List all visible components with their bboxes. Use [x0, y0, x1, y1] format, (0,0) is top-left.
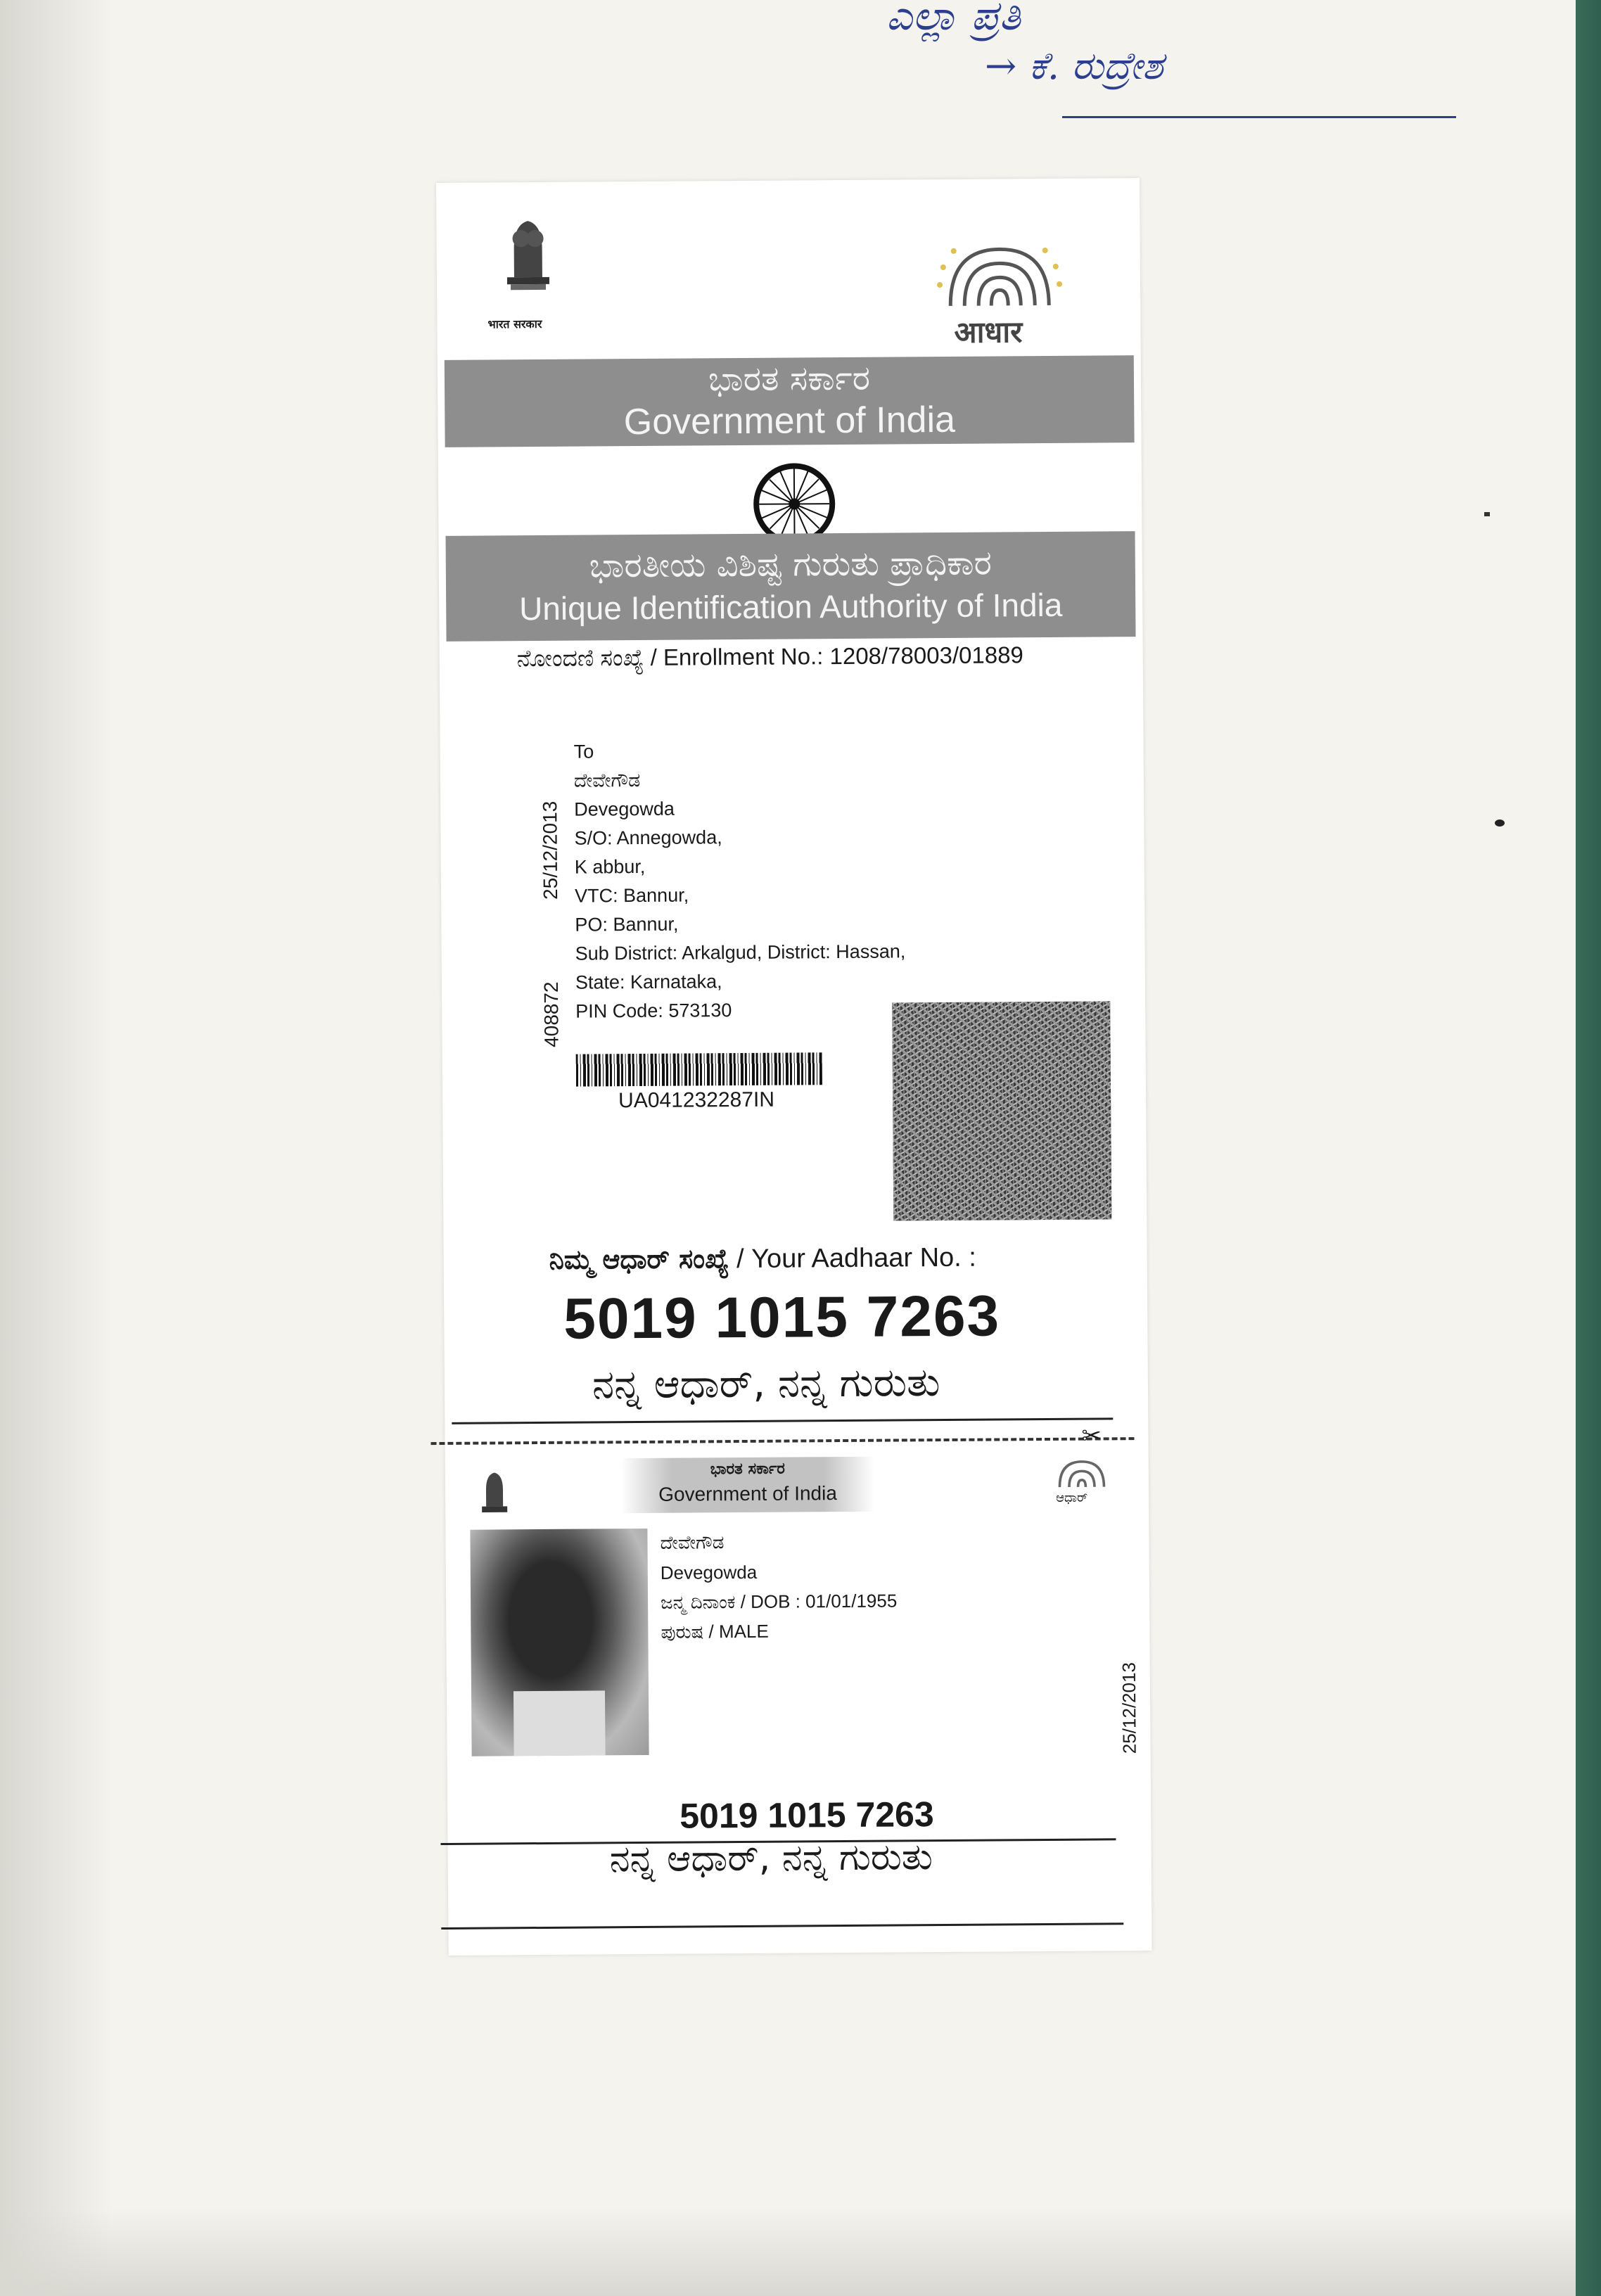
card-aadhaar-number: 5019 1015 7263	[680, 1794, 934, 1836]
speck	[1495, 819, 1505, 827]
address-locality: K abbur,	[574, 855, 646, 878]
card-government-band	[621, 1457, 875, 1514]
card-details	[660, 1526, 897, 1646]
cut-line	[430, 1437, 1134, 1445]
qr-code	[892, 1001, 1111, 1220]
national-emblem-icon	[492, 210, 563, 317]
government-title-english: Government of India	[623, 399, 956, 443]
card-side-date: 25/12/2013	[1118, 1662, 1140, 1754]
card-name: Devegowda	[660, 1561, 758, 1583]
address-pin: PIN Code: 573130	[575, 1000, 732, 1022]
card-government-kannada: ಭಾರತ ಸರ್ಕಾರ	[710, 1460, 785, 1479]
side-code: 408872	[540, 981, 563, 1047]
card-photo	[470, 1529, 649, 1756]
address-sub-district: Sub District: Arkalgud, District: Hassan,	[575, 940, 906, 964]
aadhaar-number: 5019 1015 7263	[563, 1284, 1001, 1351]
address-name-kannada: ದೇವೇಗೌಡ	[573, 769, 641, 792]
barcode-number: UA041232287IN	[618, 1088, 775, 1113]
card-aadhaar-logo-text: ಆಧಾರ್	[1055, 1490, 1088, 1505]
card-emblem-icon	[473, 1466, 516, 1529]
side-date: 25/12/2013	[539, 801, 562, 900]
your-aadhaar-label-english: / Your Aadhaar No. :	[729, 1242, 977, 1275]
card-tagline: ನನ್ನ ಆಧಾರ್, ನನ್ನ ಗುರುತು	[609, 1836, 933, 1881]
aadhaar-letter	[436, 178, 1152, 1956]
card-gender: ಪುರುಷ / MALE	[661, 1620, 769, 1643]
aadhaar-fingerprint-icon	[929, 235, 1071, 313]
photo-shirt	[514, 1690, 606, 1756]
handwritten-note-1: ಎಲ್ಲಾ ಪ್ರತಿ	[886, 0, 1021, 39]
address-state: State: Karnataka,	[575, 971, 722, 993]
page-edge-background	[1576, 0, 1601, 2296]
enrollment-number: ನೋಂದಣಿ ಸಂಖ್ಯೆ / Enrollment No.: 1208/78003/01889	[516, 642, 1023, 672]
uidai-band	[446, 531, 1136, 642]
scissors-icon: ✂	[1081, 1422, 1102, 1450]
your-aadhaar-label	[549, 1242, 976, 1276]
government-title-kannada: ಭಾರತ ಸರ್ಕಾರ	[708, 358, 871, 400]
uidai-title-kannada: ಭಾರತೀಯ ವಿಶಿಷ್ಟ ಗುರುತು ಪ್ರಾಧಿಕಾರ	[589, 543, 993, 586]
divider-line	[452, 1417, 1113, 1424]
card-government-english: Government of India	[658, 1482, 837, 1505]
address-relation: S/O: Annegowda,	[574, 827, 722, 849]
address-to: To	[573, 741, 594, 763]
aadhaar-logo-text: आधार	[954, 314, 1023, 350]
uidai-title-english: Unique Identification Authority of India	[518, 586, 1063, 627]
aadhaar-tagline: ನನ್ನ ಆಧಾರ್, ನನ್ನ ಗುರುತು	[592, 1360, 940, 1408]
address-name: Devegowda	[574, 798, 675, 820]
handwritten-underline	[1062, 116, 1456, 118]
government-band	[445, 355, 1135, 447]
handwritten-note-2: → ಕೆ. ರುದ್ರೇಶ	[985, 44, 1163, 88]
speck	[1484, 512, 1490, 516]
card-name-kannada: ದೇವೇಗೌಡ	[660, 1532, 725, 1554]
barcode	[576, 1052, 822, 1086]
card-dob: ಜನ್ಮ ದಿನಾಂಕ / DOB : 01/01/1955	[660, 1590, 898, 1613]
address-vtc: VTC: Bannur,	[574, 884, 689, 907]
address-block	[574, 735, 907, 1026]
emblem-caption: भारत सरकार	[487, 317, 542, 331]
card-aadhaar-fingerprint-icon	[1050, 1455, 1114, 1491]
card-bottom-line	[441, 1922, 1123, 1930]
page-shadow-bottom	[0, 2209, 1576, 2296]
your-aadhaar-label-kannada: ನಿಮ್ಮ ಆಧಾರ್ ಸಂಖ್ಯೆ	[549, 1243, 729, 1275]
address-po: PO: Bannur,	[575, 913, 679, 936]
page-shadow-left	[0, 0, 113, 2296]
